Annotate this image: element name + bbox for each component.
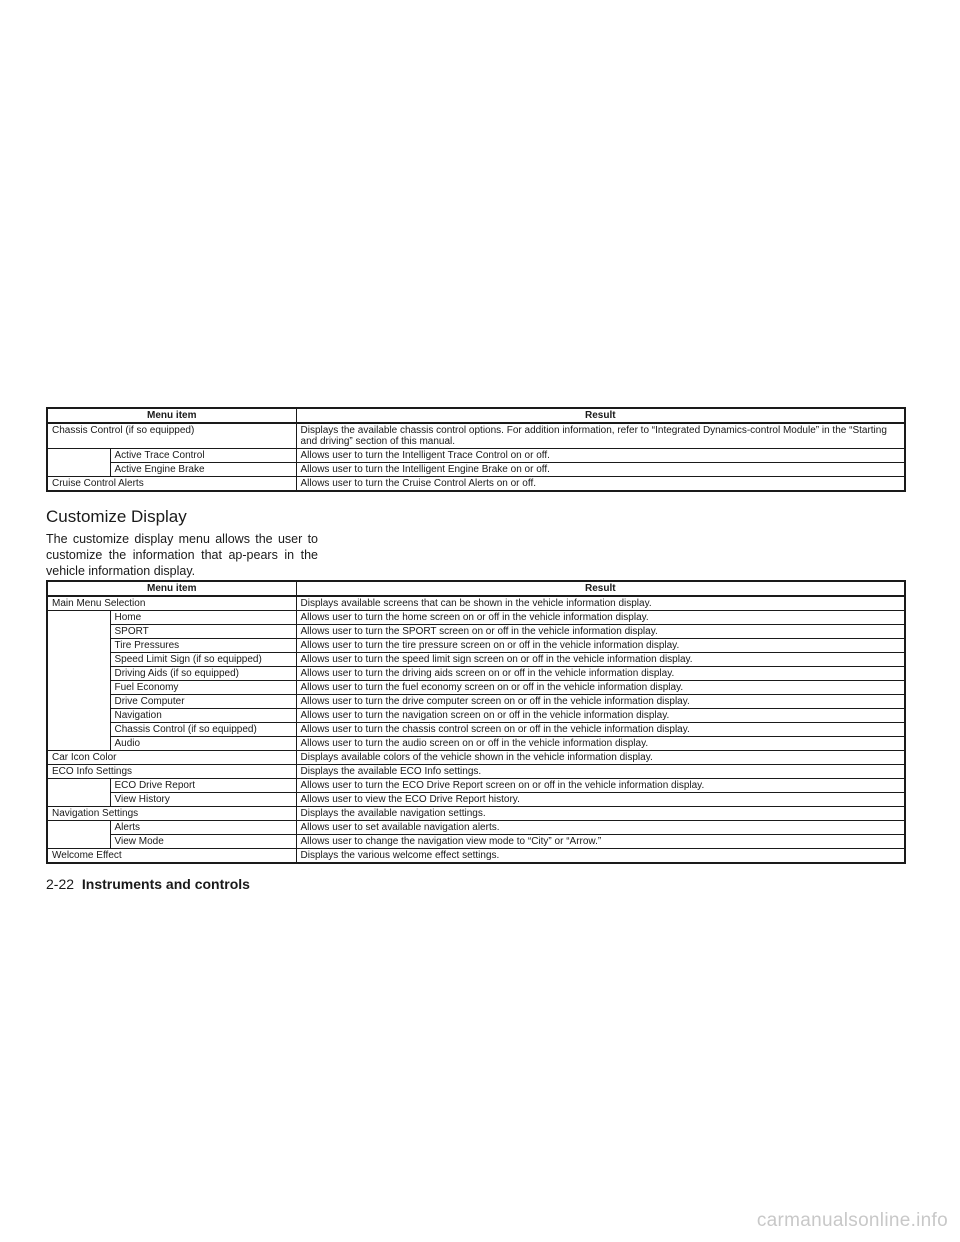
section-intro: The customize display menu allows the user to customize the information that ap-pears in the vehicle information display.	[46, 532, 318, 578]
table-row	[47, 779, 905, 793]
table-header-row	[47, 408, 905, 423]
result-cell: Allows user to turn the speed limit sign screen on or off in the vehicle information display.	[296, 653, 905, 667]
indent-cell	[47, 709, 110, 723]
header-result: Result	[296, 408, 905, 423]
indent-cell	[47, 723, 110, 737]
table-row	[47, 695, 905, 709]
header-menu-item: Menu item	[47, 581, 296, 596]
table-row	[47, 653, 905, 667]
menu-item-cell: ECO Info Settings	[47, 765, 296, 779]
table-row	[47, 611, 905, 625]
indent-cell	[47, 625, 110, 639]
indent-cell	[47, 821, 110, 835]
sub-menu-item-cell: ECO Drive Report	[110, 779, 296, 793]
result-cell: Allows user to view the ECO Drive Report history.	[296, 793, 905, 807]
table-header-row	[47, 581, 905, 596]
table-row	[47, 737, 905, 751]
indent-cell	[47, 835, 110, 849]
table-row	[47, 681, 905, 695]
menu-item-cell: Welcome Effect	[47, 849, 296, 864]
table-row	[47, 463, 905, 477]
sub-menu-item-cell: Navigation	[110, 709, 296, 723]
table-row	[47, 625, 905, 639]
table-row	[47, 639, 905, 653]
table-row	[47, 449, 905, 463]
table-row	[47, 765, 905, 779]
table-row	[47, 423, 905, 449]
indent-cell	[47, 449, 110, 463]
result-cell: Allows user to change the navigation view mode to “City” or “Arrow.”	[296, 835, 905, 849]
menu-item-cell: Cruise Control Alerts	[47, 477, 296, 492]
result-cell: Displays available screens that can be shown in the vehicle information display.	[296, 596, 905, 611]
menu-item-cell: Chassis Control (if so equipped)	[47, 423, 296, 449]
sub-menu-item-cell: Active Trace Control	[110, 449, 296, 463]
result-cell: Allows user to turn the Intelligent Engine Brake on or off.	[296, 463, 905, 477]
result-cell: Allows user to turn the audio screen on or off in the vehicle information display.	[296, 737, 905, 751]
sub-menu-item-cell: Active Engine Brake	[110, 463, 296, 477]
indent-cell	[47, 463, 110, 477]
sub-menu-item-cell: Chassis Control (if so equipped)	[110, 723, 296, 737]
menu-table-chassis	[46, 407, 906, 492]
menu-table-customize-display	[46, 580, 906, 864]
sub-menu-item-cell: Fuel Economy	[110, 681, 296, 695]
indent-cell	[47, 681, 110, 695]
indent-cell	[47, 639, 110, 653]
page-footer	[46, 876, 250, 892]
sub-menu-item-cell: Alerts	[110, 821, 296, 835]
indent-cell	[47, 611, 110, 625]
indent-cell	[47, 779, 110, 793]
header-result: Result	[296, 581, 905, 596]
result-cell: Allows user to turn the Intelligent Trace Control on or off.	[296, 449, 905, 463]
table-row	[47, 793, 905, 807]
table-row	[47, 723, 905, 737]
table-row	[47, 477, 905, 492]
sub-menu-item-cell: Speed Limit Sign (if so equipped)	[110, 653, 296, 667]
result-cell: Allows user to turn the ECO Drive Report screen on or off in the vehicle information display.	[296, 779, 905, 793]
section-title: Customize Display	[46, 507, 187, 526]
result-cell: Allows user to turn the tire pressure screen on or off in the vehicle information display.	[296, 639, 905, 653]
table-row	[47, 667, 905, 681]
menu-item-cell: Main Menu Selection	[47, 596, 296, 611]
watermark: carmanualsonline.info	[756, 1210, 948, 1231]
menu-item-cell: Navigation Settings	[47, 807, 296, 821]
result-cell: Allows user to turn the home screen on or off in the vehicle information display.	[296, 611, 905, 625]
sub-menu-item-cell: Drive Computer	[110, 695, 296, 709]
header-menu-item: Menu item	[47, 408, 296, 423]
chapter-title: Instruments and controls	[81, 876, 250, 892]
table-row	[47, 835, 905, 849]
table-row	[47, 751, 905, 765]
result-cell: Allows user to turn the chassis control screen on or off in the vehicle information display.	[296, 723, 905, 737]
sub-menu-item-cell: SPORT	[110, 625, 296, 639]
sub-menu-item-cell: Tire Pressures	[110, 639, 296, 653]
sub-menu-item-cell: View Mode	[110, 835, 296, 849]
table-row	[47, 709, 905, 723]
result-cell: Allows user to turn the drive computer screen on or off in the vehicle information display.	[296, 695, 905, 709]
result-cell: Displays the available ECO Info settings.	[296, 765, 905, 779]
sub-menu-item-cell: Driving Aids (if so equipped)	[110, 667, 296, 681]
result-cell: Allows user to turn the fuel economy screen on or off in the vehicle information display.	[296, 681, 905, 695]
indent-cell	[47, 793, 110, 807]
result-cell: Allows user to turn the driving aids screen on or off in the vehicle information display.	[296, 667, 905, 681]
result-cell: Displays the available chassis control options. For addition information, refer to “Integrated Dynamics-control Module” in the “Starting and driving” section of this manual.	[296, 423, 905, 449]
sub-menu-item-cell: View History	[110, 793, 296, 807]
indent-cell	[47, 695, 110, 709]
result-cell: Allows user to turn the navigation screen on or off in the vehicle information display.	[296, 709, 905, 723]
result-cell: Allows user to turn the SPORT screen on or off in the vehicle information display.	[296, 625, 905, 639]
table-row	[47, 807, 905, 821]
sub-menu-item-cell: Audio	[110, 737, 296, 751]
result-cell: Allows user to set available navigation alerts.	[296, 821, 905, 835]
result-cell: Displays the various welcome effect settings.	[296, 849, 905, 864]
sub-menu-item-cell: Home	[110, 611, 296, 625]
table-row	[47, 849, 905, 864]
indent-cell	[47, 667, 110, 681]
menu-item-cell: Car Icon Color	[47, 751, 296, 765]
page-number: 2-22	[46, 876, 75, 892]
result-cell: Displays available colors of the vehicle shown in the vehicle information display.	[296, 751, 905, 765]
table-row	[47, 821, 905, 835]
result-cell: Allows user to turn the Cruise Control Alerts on or off.	[296, 477, 905, 492]
table-row	[47, 596, 905, 611]
indent-cell	[47, 737, 110, 751]
indent-cell	[47, 653, 110, 667]
result-cell: Displays the available navigation settings.	[296, 807, 905, 821]
